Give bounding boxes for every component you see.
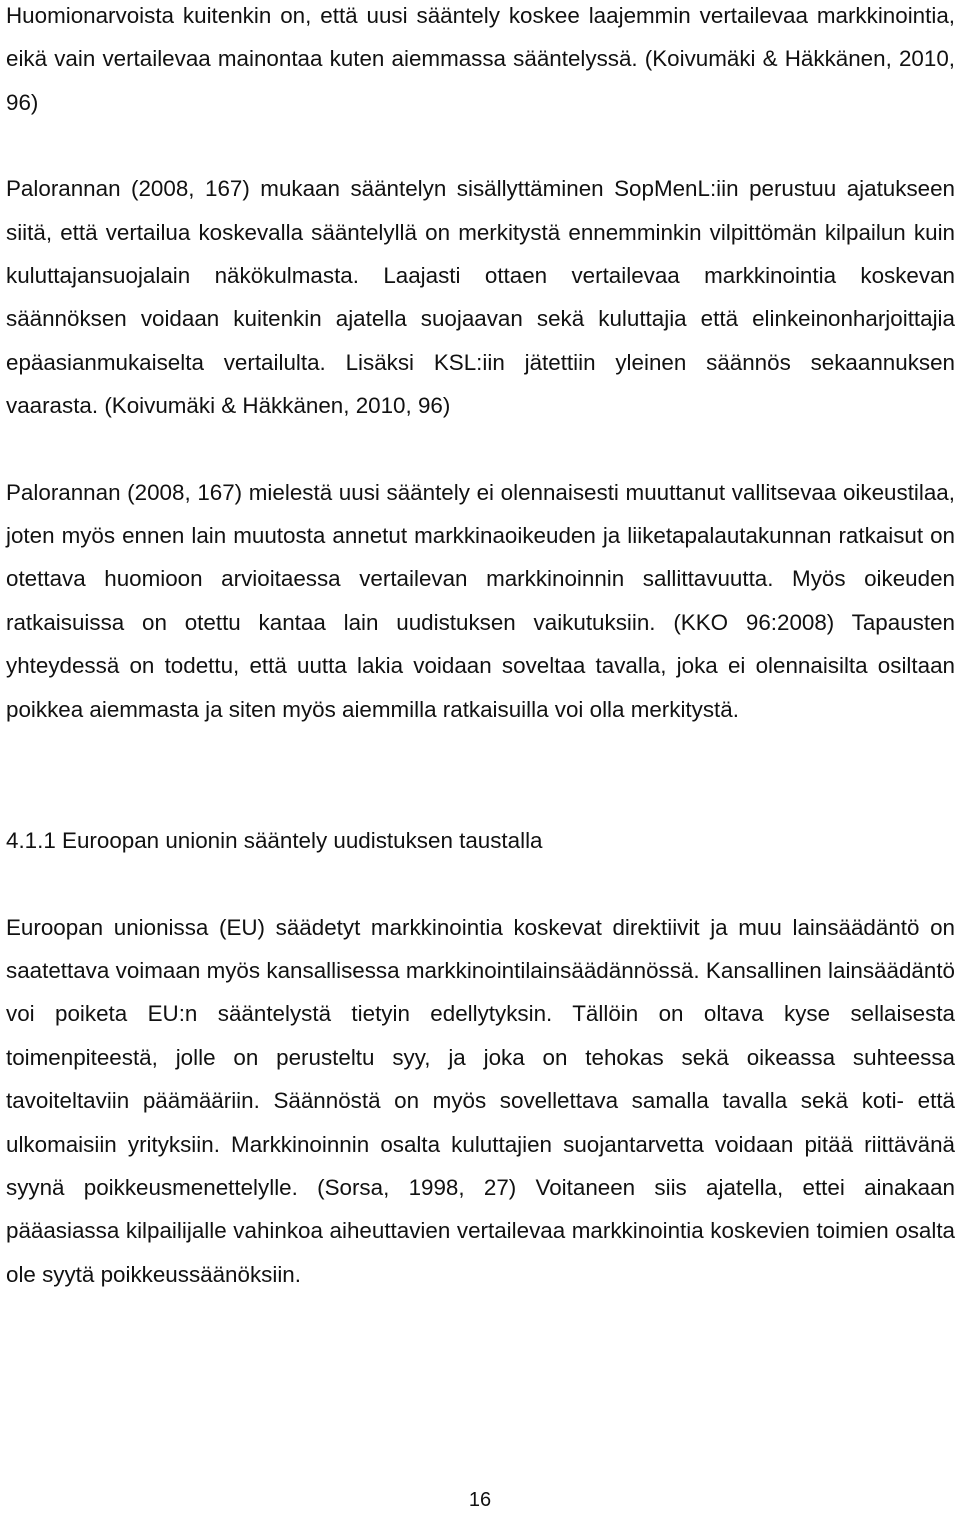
page-number: 16 — [468, 1489, 492, 1511]
paragraph-legal-status: Palorannan (2008, 167) mielestä uusi sääntely ei olennaisesti muuttanut vallitsevaa oikeustilaa, joten myös ennen lain muutosta annetut markkinaoikeuden ja liiketapalautakunnan ratkaisut on otettava huomioon arvioitaessa vertailevan markkinoinnin sallittavuutta. Myös oikeuden ratkaisuissa on otettu kantaa lain uudistuksen vaikutuksiin. (KKO 96:2008) Tapausten yhteydessä on todettu, että uutta lakia voidaan soveltaa tavalla, joka ei olennaisilta osiltaan poikkea aiemmasta ja siten myös aiemmilla ratkaisuilla voi olla merkitystä. — [6, 479, 955, 722]
document-page — [6, 0, 955, 1296]
paragraph-comparative-marketing-scope: Huomionarvoista kuitenkin on, että uusi sääntely koskee laajemmin vertailevaa markkinointia, eikä vain vertailevaa mainontaa kuten aiemmassa sääntelyssä. (Koivumäki & Häkkänen, 2010, 96) — [6, 3, 955, 115]
section-heading: 4.1.1 Euroopan unionin sääntely uudistuksen taustalla — [6, 828, 543, 854]
paragraph-eu-regulation: Euroopan unionissa (EU) säädetyt markkinointia koskevat direktiivit ja muu lainsäädäntö on saatettava voimaan myös kansallisessa markkinointilainsäädännössä. Kansallinen lainsäädäntö voi poiketa EU:n sääntelystä tietyin edellytyksin. Tällöin on oltava kyse sellaisesta toimenpiteestä, jolle on perusteltu syy, ja joka on tehokas sekä oikeassa suhteessa tavoiteltaviin päämääriin. Säännöstä on myös sovellettava samalla tavalla sekä koti- että ulkomaisiin yrityksiin. Markkinoinnin osalta kuluttajien suojantarvetta voidaan pitää riittävänä syynä poikkeusmenettelylle. (Sorsa, 1998, 27) Voitaneen siis ajatella, ettei ainakaan pääasiassa kilpailijalle vahinkoa aiheuttavien vertailevaa markkinointia koskevien toimien osalta ole syytä poikkeussäänöksiin. — [6, 914, 955, 1287]
paragraph-sopmenl-regulation: Palorannan (2008, 167) mukaan sääntelyn sisällyttäminen SopMenL:iin perustuu ajatukseen siitä, että vertailua koskevalla sääntelyllä on merkitystä ennemminkin vilpittömän kilpailun kuin kuluttajansuojalain näkökulmasta. Laajasti ottaen vertailevaa markkinointia koskevan säännöksen voidaan kuitenkin ajatella suojaavan sekä kuluttajia että elinkeinonharjoittajia epäasianmukaiselta vertailulta. Lisäksi KSL:iin jätettiin yleinen säännös sekaannuksen vaarasta. (Koivumäki & Häkkänen, 2010, 96) — [6, 176, 955, 419]
